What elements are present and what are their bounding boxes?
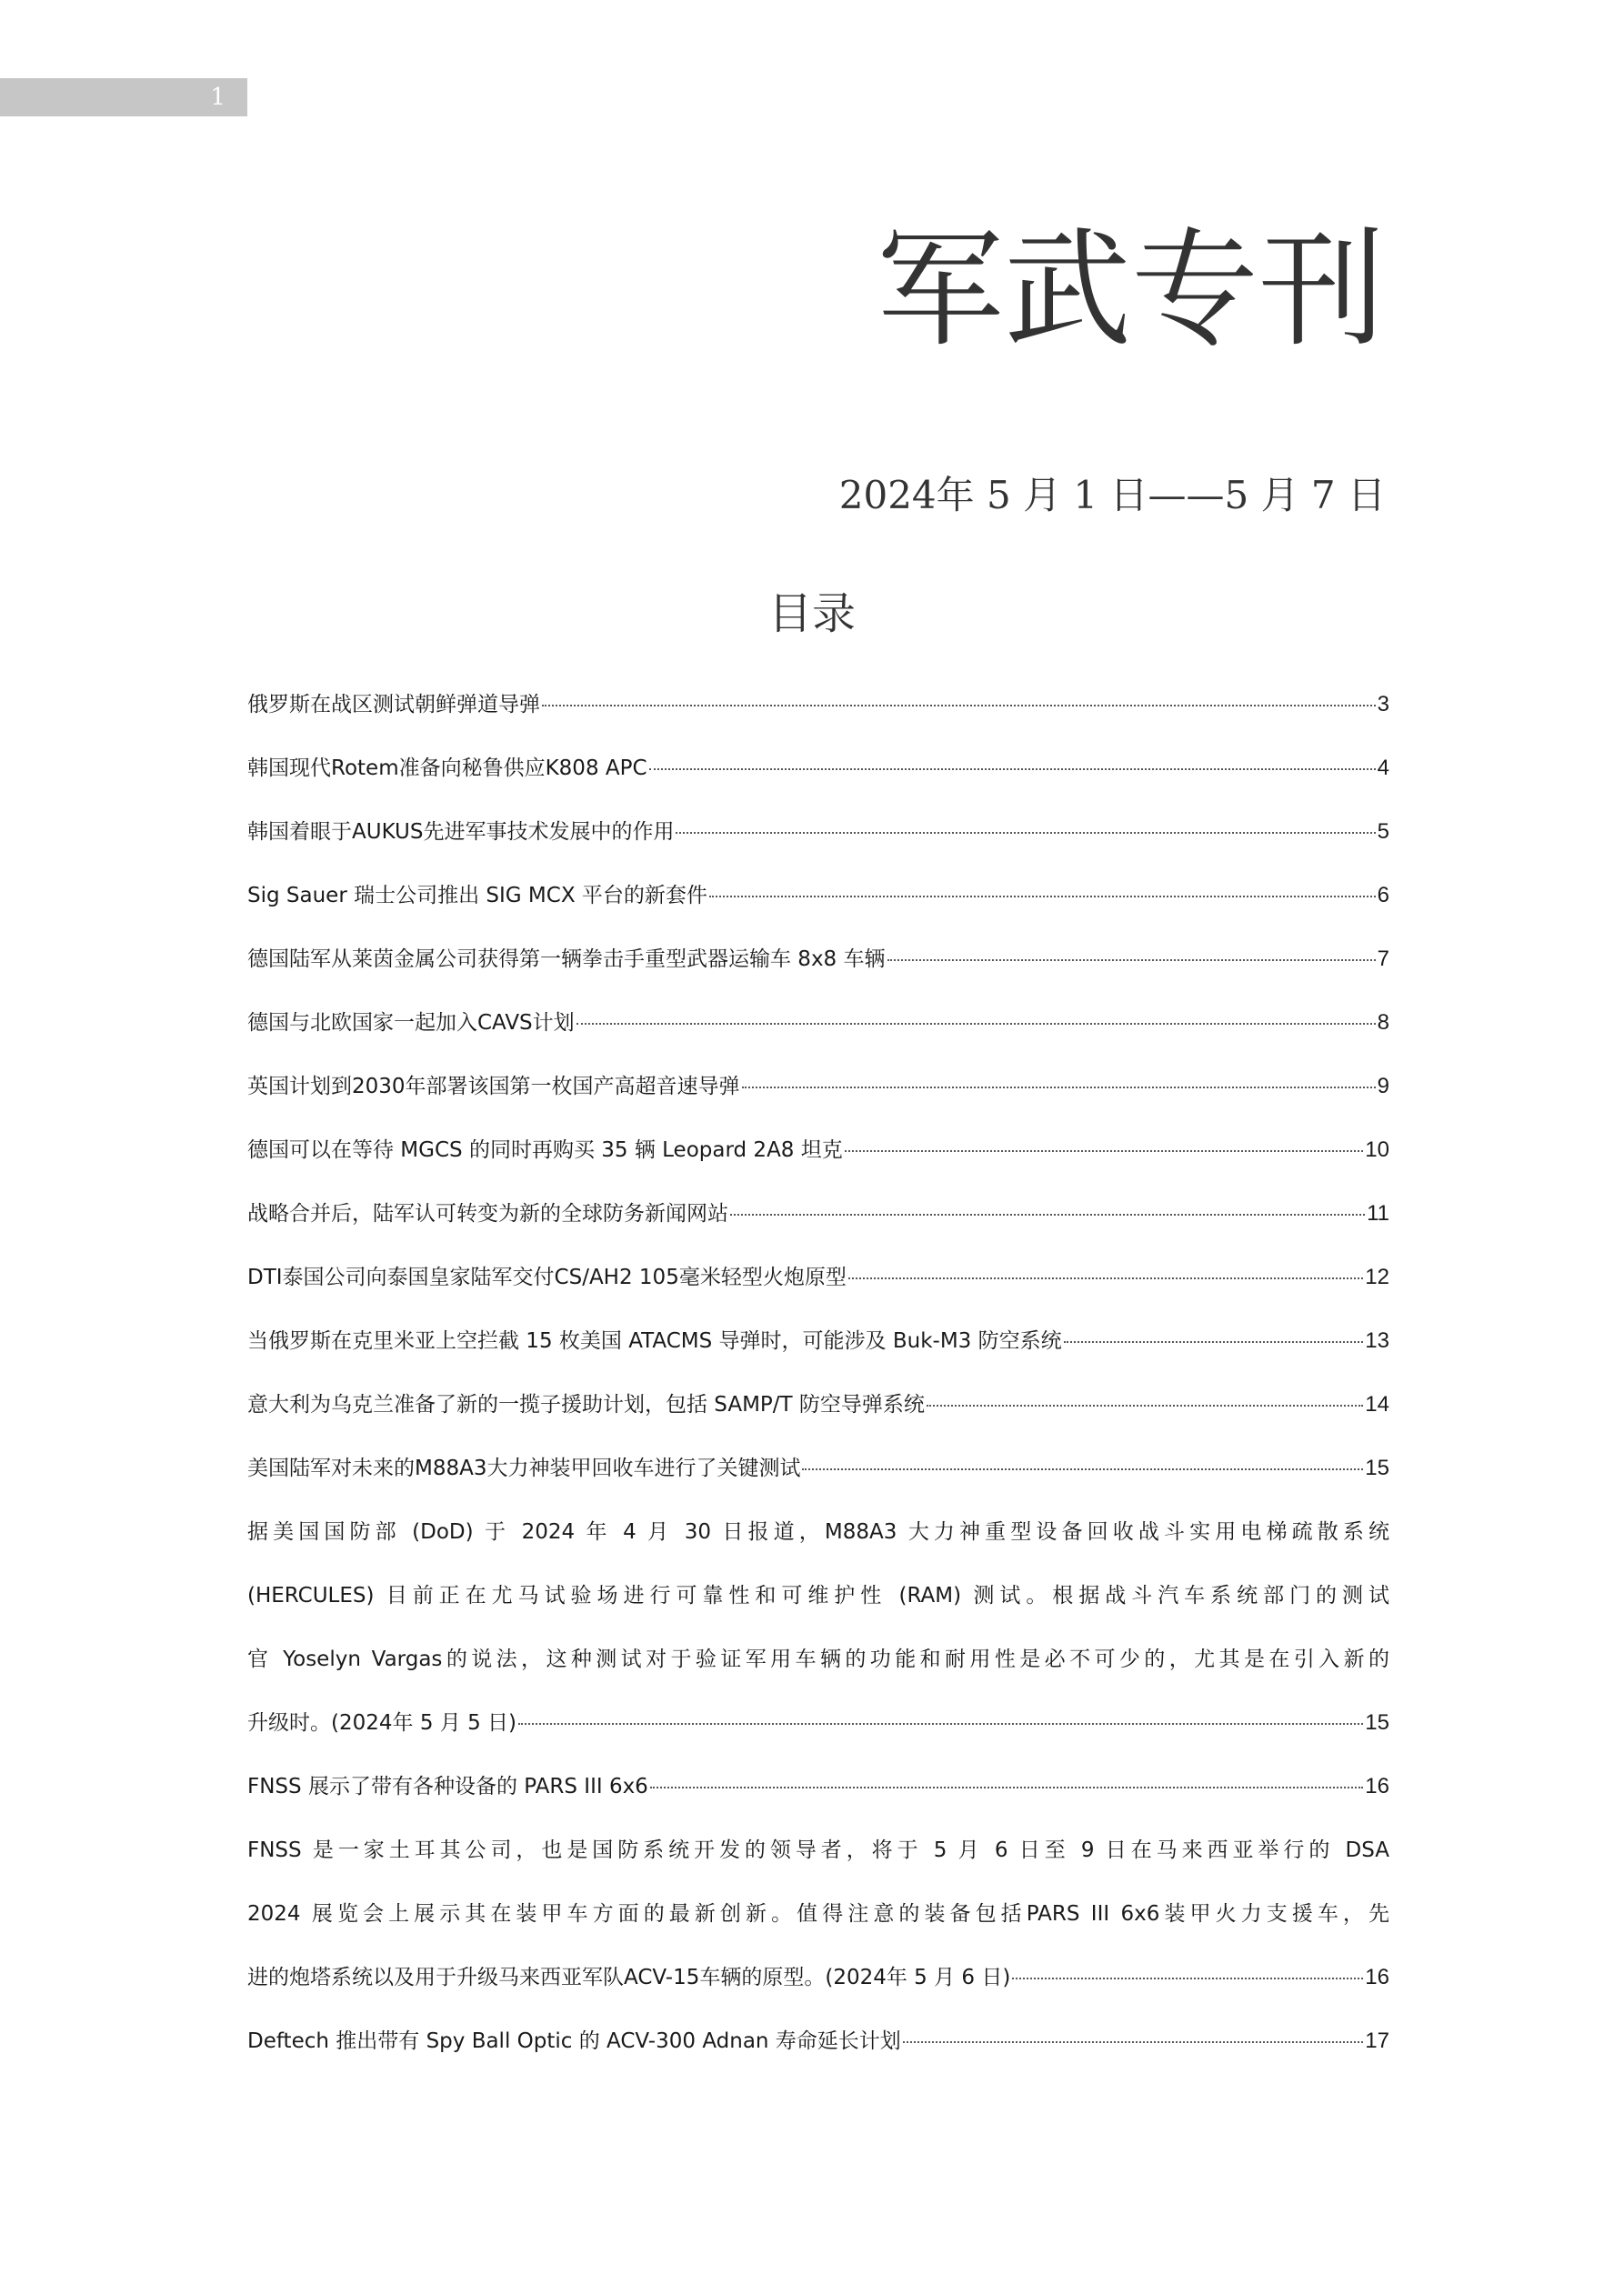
toc-entry[interactable]	[247, 1755, 1389, 1818]
toc-entry-title: 战略合并后，陆军认可转变为新的全球防务新闻网站	[247, 1202, 728, 1226]
toc-entry[interactable]	[247, 1246, 1389, 1309]
toc-page-number: 16	[1365, 1774, 1389, 1798]
toc-entry-title: FNSS 展示了带有各种设备的 PARS III 6x6	[247, 1775, 648, 1798]
toc-entry-title: 升级时。(2024年 5 月 5 日)	[247, 1711, 516, 1735]
toc-entry-title: Deftech 推出带有 Spy Ball Optic 的 ACV-300 Adnan 寿命延长计划	[247, 2029, 901, 2053]
summary-line: 据美国国防部 (DoD) 于 2024 年 4 月 30 日报道，M88A3 大力神重型设备回收战斗实用电梯疏散系统	[247, 1520, 1389, 1544]
toc-entry[interactable]	[247, 1946, 1389, 2009]
toc-entry[interactable]	[247, 991, 1389, 1055]
dot-leader	[542, 705, 1376, 706]
summary-line: (HERCULES) 目前正在尤马试验场进行可靠性和可维护性 (RAM) 测试。根据战斗汽车系统部门的测试	[247, 1584, 1389, 1608]
dot-leader	[1064, 1341, 1364, 1343]
toc-entry-title: 进的炮塔系统以及用于升级马来西亚军队ACV-15车辆的原型。(2024年 5 月 6 日)	[247, 1966, 1011, 1989]
toc-page-number: 14	[1365, 1392, 1389, 1417]
dot-leader	[887, 959, 1376, 961]
toc-page-number: 8	[1377, 1010, 1389, 1035]
toc-entry-title: 韩国现代Rotem准备向秘鲁供应K808 APC	[247, 756, 647, 780]
summary-line: 官 Yoselyn Vargas的说法，这种测试对于验证军用车辆的功能和耐用性是必不可少的，尤其是在引入新的	[247, 1648, 1389, 1671]
toc-entry-title: 英国计划到2030年部署该国第一枚国产高超音速导弹	[247, 1075, 740, 1098]
document-title: 军武专刊	[876, 216, 1386, 365]
toc-entry-title: 当俄罗斯在克里米亚上空拦截 15 枚美国 ATACMS 导弹时，可能涉及 Buk-M3 防空系统	[247, 1329, 1062, 1353]
dot-leader	[650, 1787, 1363, 1788]
dot-leader	[1012, 1978, 1363, 1979]
toc-page-number: 9	[1377, 1074, 1389, 1098]
toc-entry[interactable]	[247, 1373, 1389, 1437]
toc-entry[interactable]	[247, 1309, 1389, 1373]
toc-entry[interactable]	[247, 1437, 1389, 1500]
table-of-contents	[247, 673, 1389, 2073]
toc-entry-title: 德国陆军从莱茵金属公司获得第一辆拳击手重型武器运输车 8x8 车辆	[247, 947, 886, 971]
toc-entry-title: 德国与北欧国家一起加入CAVS计划	[247, 1011, 575, 1035]
toc-page-number: 3	[1377, 692, 1389, 716]
dot-leader	[845, 1150, 1364, 1152]
dot-leader	[802, 1468, 1363, 1470]
toc-page-number: 5	[1377, 819, 1389, 844]
toc-summary	[247, 1818, 1389, 2009]
toc-entry[interactable]	[247, 1182, 1389, 1246]
toc-entry[interactable]	[247, 736, 1389, 800]
toc-entry[interactable]	[247, 927, 1389, 991]
toc-entry[interactable]	[247, 864, 1389, 927]
toc-page-number: 15	[1365, 1710, 1389, 1735]
toc-heading: 目录	[767, 588, 856, 639]
dot-leader	[730, 1214, 1365, 1216]
summary-line: 2024 展览会上展示其在装甲车方面的最新创新。值得注意的装备包括PARS III 6x6装甲火力支援车，先	[247, 1902, 1389, 1926]
toc-page-number: 7	[1377, 947, 1389, 971]
toc-entry-title: 意大利为乌克兰准备了新的一揽子援助计划，包括 SAMP/T 防空导弹系统	[247, 1393, 925, 1417]
dot-leader	[742, 1087, 1376, 1088]
toc-entry[interactable]	[247, 1691, 1389, 1755]
toc-page-number: 12	[1365, 1265, 1389, 1289]
toc-page-number: 13	[1365, 1328, 1389, 1353]
toc-page-number: 4	[1377, 756, 1389, 780]
toc-entry-title: 美国陆军对未来的M88A3大力神装甲回收车进行了关键测试	[247, 1457, 801, 1480]
toc-entry[interactable]	[247, 1118, 1389, 1182]
toc-entry-title: 俄罗斯在战区测试朝鲜弹道导弹	[247, 693, 540, 716]
toc-entry-title: 韩国着眼于AUKUS先进军事技术发展中的作用	[247, 820, 675, 844]
toc-page-number: 15	[1365, 1456, 1389, 1480]
toc-entry[interactable]	[247, 800, 1389, 864]
dot-leader	[676, 832, 1375, 834]
toc-entry[interactable]	[247, 673, 1389, 736]
toc-page-number: 17	[1365, 2029, 1389, 2053]
dot-leader	[903, 2041, 1363, 2043]
toc-page-number: 6	[1377, 883, 1389, 907]
toc-page-number: 10	[1365, 1137, 1389, 1162]
summary-line: FNSS 是一家土耳其公司，也是国防系统开发的领导者，将于 5 月 6 日至 9 日在马来西亚举行的 DSA	[247, 1838, 1389, 1862]
dot-leader	[649, 768, 1376, 770]
toc-entry-title: DTI泰国公司向泰国皇家陆军交付CS/AH2 105毫米轻型火炮原型	[247, 1266, 847, 1289]
dot-leader	[518, 1723, 1363, 1725]
page-number-tab: 1	[0, 78, 247, 116]
dot-leader	[709, 896, 1376, 897]
toc-entry-title: 德国可以在等待 MGCS 的同时再购买 35 辆 Leopard 2A8 坦克	[247, 1138, 843, 1162]
issue-date-range: 2024年 5 月 1 日——5 月 7 日	[838, 473, 1386, 517]
toc-page-number: 11	[1367, 1201, 1389, 1226]
toc-entry-title: Sig Sauer 瑞士公司推出 SIG MCX 平台的新套件	[247, 884, 707, 907]
toc-entry[interactable]	[247, 2009, 1389, 2073]
dot-leader	[576, 1023, 1376, 1025]
dot-leader	[927, 1405, 1363, 1407]
toc-summary	[247, 1500, 1389, 1755]
dot-leader	[848, 1277, 1363, 1279]
toc-page-number: 16	[1365, 1965, 1389, 1989]
toc-entry[interactable]	[247, 1055, 1389, 1118]
